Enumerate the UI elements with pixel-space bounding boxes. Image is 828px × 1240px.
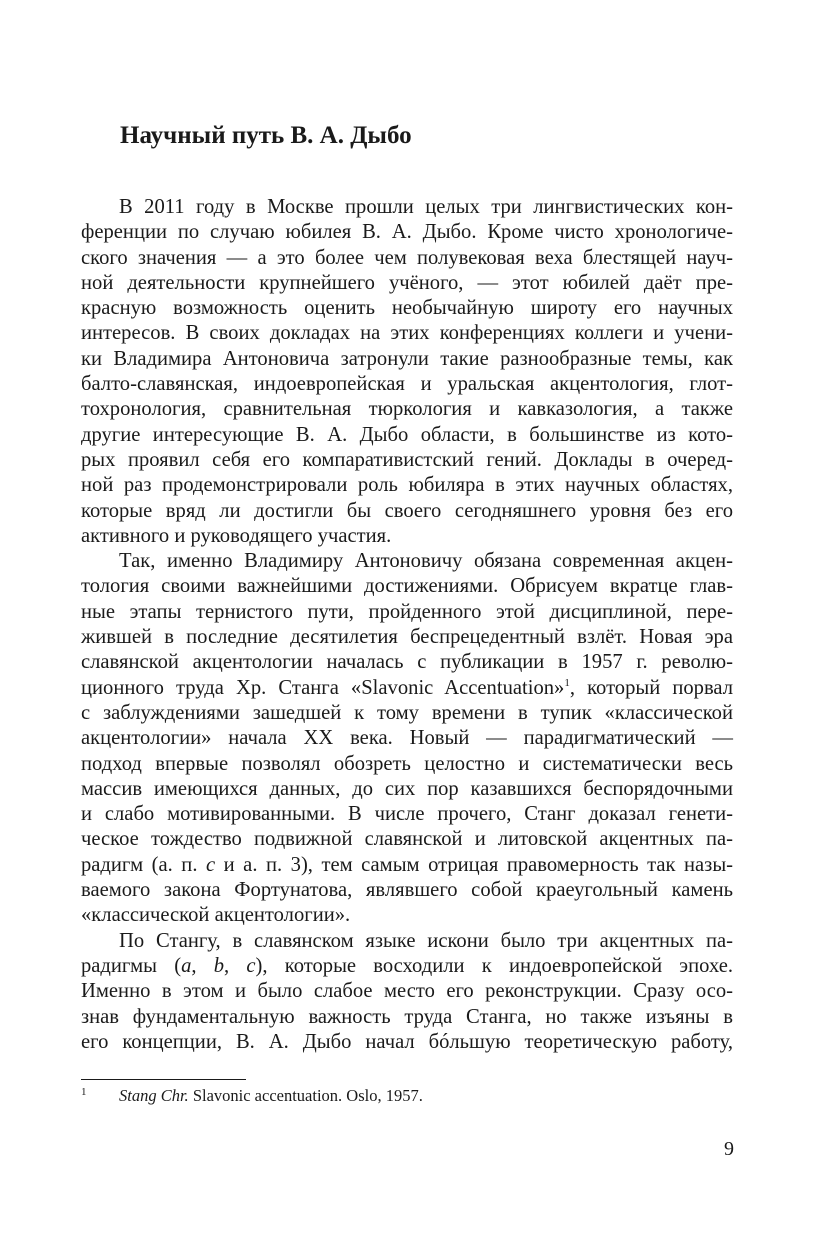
text-line: красную возможность оценить необычайную широту его научных (81, 297, 733, 320)
text-line: рых проявил себя его компаративистский гений. Доклады в очеред- (81, 448, 733, 471)
text-line: тохронология, сравнительная тюркология и кавказология, а также (81, 398, 733, 421)
text-line: с заблуждениями зашедшей к тому времени в тупик «классической (81, 701, 733, 724)
text-line: интересов. В своих докладах на этих конференциях коллеги и учени- (81, 322, 733, 345)
italic-text: a (181, 954, 192, 977)
text-line (81, 853, 733, 878)
text-line: которые вряд ли достигли бы своего сегодняшнего уровня без его (81, 499, 733, 522)
text-line: славянской акцентологии началась с публикации в 1957 г. револю- (81, 651, 733, 674)
text-line (81, 676, 733, 701)
italic-text: c (246, 954, 256, 977)
text-span: и а. п. 3), тем самым отрицая правомерность так назы- (215, 853, 734, 876)
text-line: ки Владимира Антоновича затронули такие разнообразные темы, как (81, 347, 733, 370)
footnote-text (119, 1086, 423, 1106)
body-text (81, 195, 733, 1055)
text-line: другие интересующие В. А. Дыбо области, в большинстве из кото- (81, 423, 733, 446)
text-line: В 2011 году в Москве прошли целых три лингвистических кон- (119, 196, 733, 218)
text-line: ной раз продемонстрировали роль юбиляра в этих научных областях, (81, 474, 733, 497)
text-line: акцентологии» начала XX века. Новый — парадигматический — (81, 727, 733, 750)
page-number: 9 (724, 1138, 734, 1160)
text-line: ной деятельности крупнейшего учёного, — этот юбилей даёт пре- (81, 271, 733, 294)
text-line: По Стангу, в славянском языке искони было три акцентных па- (119, 929, 733, 952)
text-line: ваемого закона Фортунатова, являвшего собой краеугольный камень (81, 879, 733, 902)
italic-text: c (206, 853, 216, 876)
text-span: ционного труда Хр. Станга «Slavonic Accentuation» (81, 676, 565, 699)
text-span: радигмы ( (81, 954, 182, 977)
text-line: Так, именно Владимиру Антоновичу обязана современная акцен- (119, 550, 733, 573)
text-line: ского значения — а это более чем полувековая веха блестящей науч- (81, 246, 733, 269)
footnote-divider (81, 1079, 246, 1080)
text-line: ные этапы тернистого пути, пройденного этой дисциплиной, пере- (81, 600, 733, 623)
text-line (81, 954, 733, 979)
text-line: подход впервые позволял обозреть целостно и систематически весь (81, 752, 733, 775)
footnote-ref[interactable]: 1 (564, 676, 570, 689)
footnote-citation: Slavonic accentuation. Oslo, 1957. (188, 1086, 423, 1105)
text-line: ференции по случаю юбилея В. А. Дыбо. Кроме чисто хронологиче- (81, 221, 733, 244)
text-line: тология своими важнейшими достижениями. Обрисуем вкратце глав- (81, 575, 733, 598)
text-line: балто-славянская, индоевропейская и уральская акцентология, глот- (81, 373, 733, 396)
text-line: «классической акцентологии». (81, 904, 351, 927)
footnote-number: 1 (81, 1086, 87, 1098)
text-line: и слабо мотивированными. В числе прочего, Станг доказал генети- (81, 803, 733, 826)
italic-text: b (213, 954, 225, 977)
text-span: радигм (а. п. (81, 853, 206, 876)
text-span: , который порвал (569, 676, 733, 699)
chapter-title: Научный путь В. А. Дыбо (120, 122, 412, 149)
footnote-author: Stang Chr. (119, 1086, 189, 1105)
text-line: активного и руководящего участия. (81, 524, 392, 547)
text-line: его концепции, В. А. Дыбо начал бóльшую теоретическую работу, (81, 1030, 733, 1053)
text-span: , (191, 954, 214, 977)
text-line: ческое тождество подвижной славянской и литовской акцентных па- (81, 828, 733, 851)
text-span: , (224, 954, 247, 977)
text-line: Именно в этом и было слабое место его реконструкции. Сразу осо- (81, 980, 733, 1003)
text-span: ), которые восходили к индоевропейской эпохе. (255, 954, 734, 977)
text-line: массив имеющихся данных, до сих пор казавшихся беспорядочными (81, 777, 733, 800)
text-line: знав фундаментальную важность труда Станга, но также изъяны в (81, 1005, 733, 1028)
text-line: жившей в последние десятилетия беспрецедентный взлёт. Новая эра (81, 626, 733, 649)
